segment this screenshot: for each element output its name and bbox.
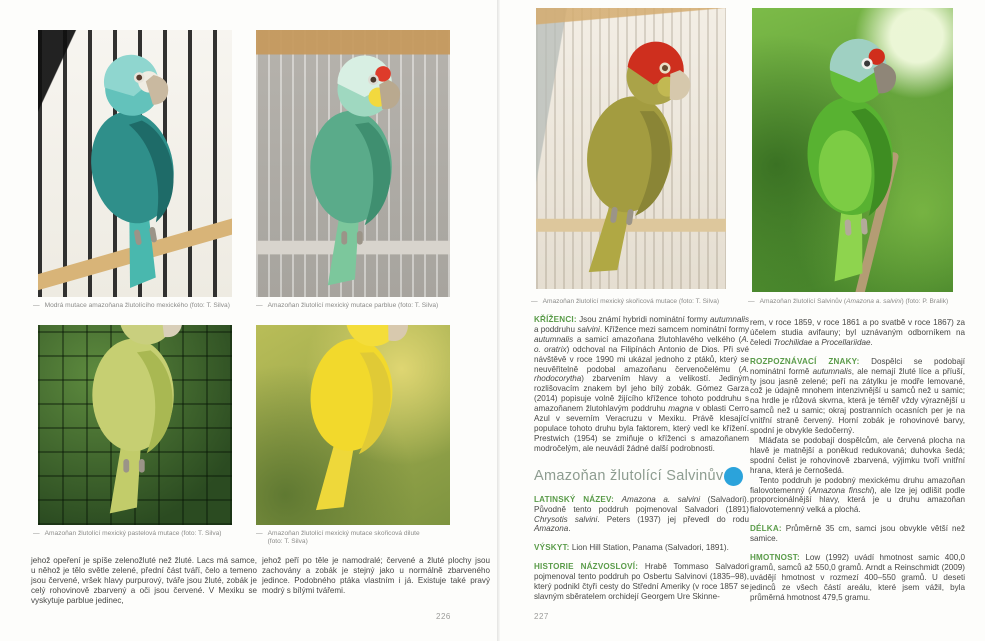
section-label: HMOTNOST: — [750, 553, 800, 563]
caption-dash: — — [33, 302, 40, 309]
section-text: Průměrně 35 cm, samci jsou obvykle větší než samice. — [750, 524, 966, 544]
photo-caption — [531, 298, 749, 306]
species-category-dot-icon — [724, 467, 743, 486]
photo-cinnamon-mutation — [536, 8, 726, 289]
caption-text: Amazoňan žlutolící mexický mutace skořicová dilute (foto: T. Silva) — [267, 530, 420, 546]
section-label: ROZPOZNÁVACÍ ZNAKY: — [750, 356, 860, 366]
section-text: Dospělci se podobají nominátní formě autumnalis, ale nemají žluté líce a příuší, ty jsou jasně zelené; peří na zátylku je modře lemované, což je údajně mnohem intenzivnější u samců než u samic; na hrdle je růžová skvrna, která je téměř vždy výraznější u samců než u samic; okraj postranních ocasních per je na vnitřní straně červený. Horní zobák je rohovinové barvy, spodní je obvykle šedočerný. — [750, 356, 965, 436]
section-hmotnost — [750, 553, 965, 603]
section-label: VÝSKYT: — [534, 543, 570, 553]
section-rozpoznavaci-p3: Tento poddruh je podobný mexickému druhu amazoňan fialovotemenný (Amazona finschi), ale lze jej odlišit podle proporcionálnější hlavy, která je u druhu amazoňan fialovotemenný velká a plochá. — [750, 475, 965, 515]
section-text: Lion Hill Station, Panama (Salvadori, 1891). — [571, 543, 729, 553]
section-rozpoznavaci-p2: Mláďata se podobají dospělcům, ale červená plocha na hlavě je matnější a poněkud redukovaná; duhovka šedá; spodní čelist je rohovinově zbarvená, výjimku tvoří vnitřní hrana, která je černošedá. — [750, 435, 965, 475]
text-column-right — [750, 318, 965, 612]
caption-dash: — — [33, 530, 40, 537]
parrot-illustration — [752, 8, 953, 292]
species-heading-row — [534, 467, 749, 486]
body-column-2: jehož peří po těle je namodralé; červené a žluté plochy jsou zachovány a zobák je stejný jako u normálně zbarveného jedince. Podobného ptáka vlastním i já. Existuje také pravý modrý s bílými tvářemi. — [262, 556, 490, 595]
section-label: KŘÍŽENCI: — [534, 315, 577, 324]
body-column-1: jehož opeření je spíše zelenožluté než žluté. Lacs má samce, u něhož je tělo světle zelené, přední část tváří, čelo a temeno jsou červené, vršek hlavy purpurový, tváře jsou žluté, zobák je celý rohovinově zbarvený a oči jsou červené. V Mexiku se vyskytuje parblue jedinec, — [31, 556, 257, 605]
section-text: Hrabě Tommaso Salvadori pojmenoval tento poddruh po Osbertu Salvinovi (1835–98), který podnikl čtyři cesty do Střední Ameriky (v roce 1857 se slavným sběratelem orchidejí Georgem Ure Skinne- — [534, 562, 749, 601]
section-label: DÉLKA: — [750, 524, 782, 534]
caption-text: Amazoňan žlutolící mexický mutace parblue (foto: T. Silva) — [267, 302, 439, 309]
caption-dash: — — [748, 298, 755, 305]
section-historie-nazvoslovi — [534, 562, 749, 602]
caption-dash: — — [256, 530, 263, 537]
section-text: Amazona a. salvini (Salvadori). Původně tento poddruh pojmenoval Salvadori (1891) Chrysotis salvini. Peters (1937) jej převedl do rodu Amazona. — [534, 494, 749, 534]
caption-dash: — — [531, 298, 538, 305]
parrot-illustration — [536, 8, 726, 289]
species-heading: Amazoňan žlutolící Salvinův — [534, 468, 724, 485]
section-delka — [750, 524, 965, 544]
section-krizenci — [534, 315, 749, 454]
section-historie-pokracovani: rem, v roce 1859, v roce 1861 a po svatbě v roce 1867) za účelem studia avifauny; byl uznávaným odborníkem na čeledi Trochilidae a Procellariidae. — [750, 318, 965, 347]
section-text: Jsou známí hybridi nominátní formy autumnalis a poddruhu salvini. Křížence mezi samcem nominátní formy autumnalis a samicí amazoňana žlutohlavého velkého (A. o. oratrix) odchoval na Filipínách Antonio de Dios. Při své návštěvě v roce 1990 mi ukázal jednoho z ptáků, který se neuvěřitelně podobal amazoňanu červenočelému (A. rhodocorytha) zbarvením hlavy a velikostí. Jediným rozlišovacím znakem byl jeho bílý zobák. Gómez Garza (2014) popisuje volně žijícího křížence tohoto poddruhu s amazoňanem žlutohlavým poddruhu magna v oblasti Cerro Azul v severním Veracruzu v Mexiku. Právě klesající populace tohoto druhu byla faktorem, který vedl ke křížení. Prestwich (1954) se zmiňuje o kříženci s amazoňanem modročelým, ale neuvádí žádné další podrobnosti. — [534, 315, 749, 453]
photo-caption — [748, 298, 980, 306]
caption-text: Modrá mutace amazoňana žlutolícího mexického (foto: T. Silva) — [44, 302, 230, 309]
section-rozpoznavaci-znaky — [750, 357, 965, 436]
page-number-right: 227 — [534, 612, 549, 621]
caption-text: Amazoňan žlutolící Salvinův (Amazona a. salvini) (foto: P. Bralik) — [759, 298, 949, 305]
section-text: Low (1992) uvádí hmotnost samic 400,0 gramů, samců až 550,0 gramů. Arndt a Reinschmidt (2009) uvádějí hmotnost v rozmezí 400–550 gramů. U deseti jedinců ze všech částí areálu, které jsem vážil, byla průměrná hmotnost 479,5 gramu. — [750, 553, 966, 602]
section-label: LATINSKÝ NÁZEV: — [534, 494, 615, 504]
text-column-left — [534, 315, 749, 611]
caption-text: Amazoňan žlutolící mexický skořicová mutace (foto: T. Silva) — [542, 298, 720, 305]
section-label: HISTORIE NÁZVOSLOVÍ: — [534, 562, 639, 572]
page-number-left: 226 — [436, 612, 451, 621]
section-latinsky-nazev — [534, 495, 749, 535]
caption-dash: — — [256, 302, 263, 309]
photo-salvins-amazon — [752, 8, 953, 292]
section-vyskyt — [534, 543, 749, 553]
caption-text: Amazoňan žlutolící mexický pastelová mutace (foto: T. Silva) — [44, 530, 222, 537]
